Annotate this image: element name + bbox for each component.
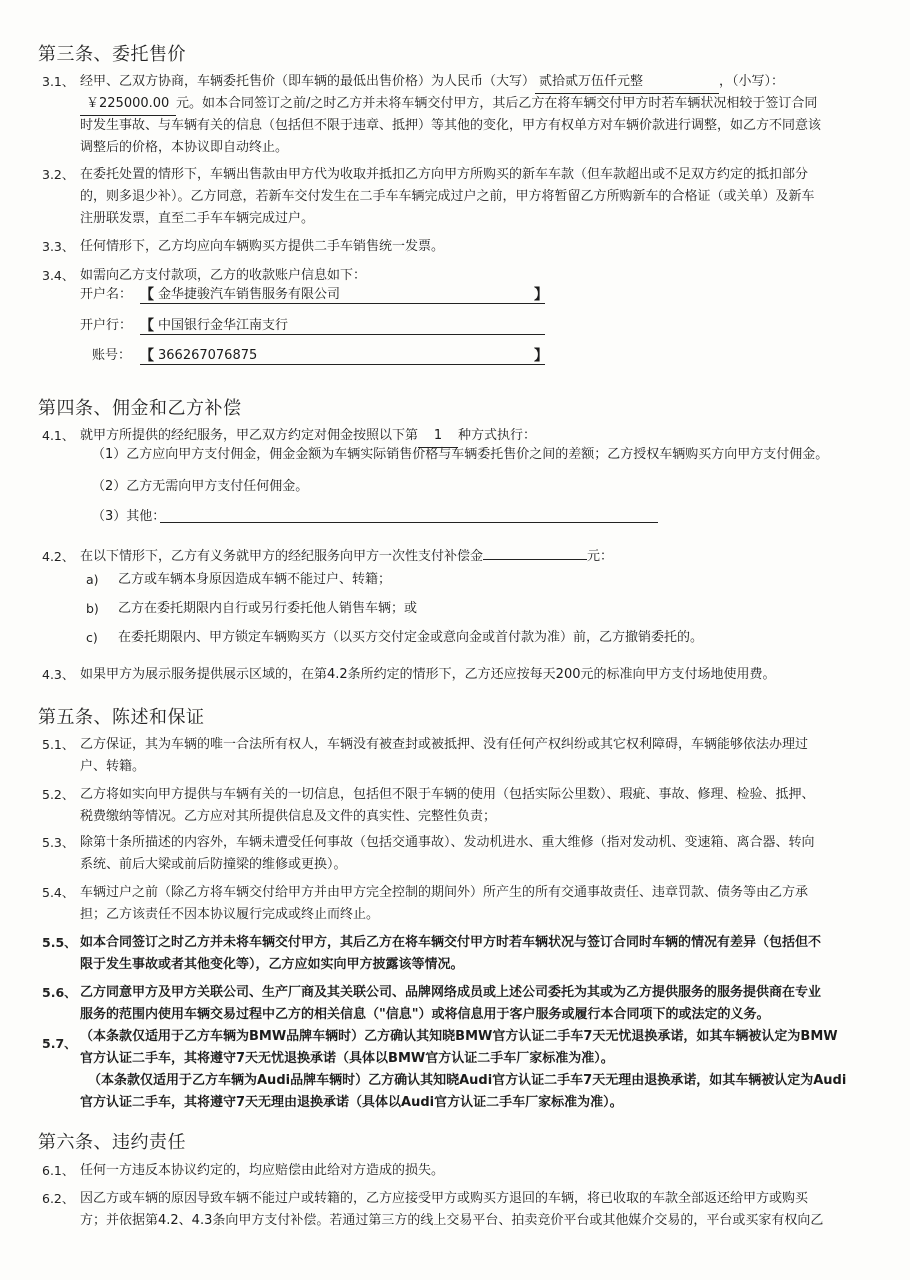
section-5-heading: 第五条、陈述和保证 <box>38 707 205 728</box>
clause-4-1-number: 4.1、 <box>42 428 75 443</box>
clause-5-3-number: 5.3、 <box>42 835 75 850</box>
clause-5-6-number: 5.6、 <box>42 985 77 1000</box>
clause-3-1-text-tail: ，（小写）： <box>719 74 785 89</box>
price-lowercase-field: ￥225000.00 <box>80 93 176 116</box>
account-number-left-bracket: 【 <box>140 348 154 364</box>
clause-3-4-line-1: 如需向乙方支付款项，乙方的收款账户信息如下： <box>80 268 367 283</box>
clause-3-1-text: 经甲、乙双方协商，车辆委托售价（即车辆的最低出售价格）为人民币（大写） <box>80 74 536 89</box>
item-b-text: 乙方在委托期限内自行或另行委托他人销售车辆；或 <box>118 601 418 616</box>
account-number-underline <box>140 364 545 365</box>
clause-5-3-line-1: 除第十条所描述的内容外，车辆未遭受任何事故（包括交通事故）、发动机进水、重大维修（指对发动机、变速箱、离合器、转向 <box>80 835 815 850</box>
option-1: （1）乙方应向甲方支付佣金，佣金金额为车辆实际销售价格与车辆委托售价之间的差额；乙方授权车辆购买方向甲方支付佣金。 <box>92 447 829 462</box>
account-bank-value: 中国银行金华江南支行 <box>158 318 289 333</box>
clause-5-4-number: 5.4、 <box>42 885 75 900</box>
account-number-label: 账号： <box>92 348 132 363</box>
item-a-label: a) <box>86 572 99 587</box>
clause-4-2-text: 在以下情形下，乙方有义务就甲方的经纪服务向甲方一次性支付补偿金 <box>80 549 484 564</box>
clause-5-6-line-1: 乙方同意甲方及甲方关联公司、生产厂商及其关联公司、品牌网络成员或上述公司委托为其或为乙方提供服务的服务提供商在专业 <box>80 985 822 1000</box>
clause-3-2-line-3: 注册联发票，直至二手车车辆完成过户。 <box>80 211 315 226</box>
clause-5-7-line-1: （本条款仅适用于乙方车辆为BMW品牌车辆时）乙方确认其知晓BMW官方认证二手车7天无忧退换承诺，如其车辆被认定为BMW <box>80 1029 838 1044</box>
clause-3-1-number: 3.1、 <box>42 74 75 89</box>
clause-6-2-line-1: 因乙方或车辆的原因导致车辆不能过户或转籍的，乙方应接受甲方或购买方退回的车辆，将已收取的车款全部返还给甲方或购买 <box>80 1191 809 1206</box>
clause-5-2-line-2: 税费缴纳等情况。乙方应对其所提供信息及文件的真实性、完整性负责； <box>80 809 497 824</box>
item-a-text: 乙方或车辆本身原因造成车辆不能过户、转籍； <box>118 572 392 587</box>
clause-5-7-line-3: （本条款仅适用于乙方车辆为Audi品牌车辆时）乙方确认其知晓Audi官方认证二手车7天无理由退换承诺，如其车辆被认定为Audi <box>88 1073 847 1088</box>
clause-4-2-line-1 <box>80 546 613 568</box>
clause-3-1-text-2: 元。如本合同签订之前/之时乙方并未将车辆交付甲方，其后乙方在将车辆交付甲方时若车辆状况相较于签订合同 <box>176 96 818 111</box>
account-name-right-bracket: 】 <box>534 287 548 303</box>
account-name-value: 金华捷骏汽车销售服务有限公司 <box>158 287 341 302</box>
price-uppercase-field: 贰拾贰万伍仟元整 <box>535 71 719 94</box>
compensation-amount-field <box>483 559 587 560</box>
clause-6-1-line-1: 任何一方违反本协议约定的，均应赔偿由此给对方造成的损失。 <box>80 1163 445 1178</box>
clause-3-2-line-2: 的，则多退少补）。乙方同意，若新车交付发生在二手车车辆完成过户之前，甲方将暂留乙方所购新车的合格证（或关单）及新车 <box>80 189 815 204</box>
clause-4-2-text-tail: 元： <box>587 549 614 564</box>
section-4-heading: 第四条、佣金和乙方补偿 <box>38 398 242 419</box>
clause-3-1-line-1 <box>80 71 784 94</box>
clause-5-1-number: 5.1、 <box>42 737 75 752</box>
clause-6-1-number: 6.1、 <box>42 1163 75 1178</box>
account-name-left-bracket: 【 <box>140 287 154 303</box>
commission-method-field: 1 <box>418 425 458 448</box>
clause-5-7-number: 5.7、 <box>42 1036 77 1051</box>
clause-6-2-number: 6.2、 <box>42 1191 75 1206</box>
account-name-label: 开户名： <box>80 287 133 302</box>
clause-4-2-number: 4.2、 <box>42 549 75 564</box>
account-bank-label: 开户行： <box>80 318 133 333</box>
clause-5-5-line-1: 如本合同签订之时乙方并未将车辆交付甲方，其后乙方在将车辆交付甲方时若车辆状况与签订合同时车辆的情况有差异（包括但不 <box>80 935 822 950</box>
clause-5-4-line-1: 车辆过户之前（除乙方将车辆交付给甲方并由甲方完全控制的期间外）所产生的所有交通事故责任、违章罚款、债务等由乙方承 <box>80 885 809 900</box>
clause-3-2-number: 3.2、 <box>42 167 75 182</box>
account-bank-underline <box>140 334 545 335</box>
clause-4-3-number: 4.3、 <box>42 667 75 682</box>
item-b-label: b) <box>86 601 99 616</box>
clause-3-3-line-1: 任何情形下，乙方均应向车辆购买方提供二手车销售统一发票。 <box>80 239 445 254</box>
clause-3-1-line-4: 调整后的价格，本协议即自动终止。 <box>80 140 289 155</box>
clause-5-2-number: 5.2、 <box>42 787 75 802</box>
clause-5-6-line-2: 服务的范围内使用车辆交易过程中乙方的相关信息（"信息"）或将信息用于客户服务或履行本合同项下的或法定的义务。 <box>80 1007 770 1022</box>
section-6-heading: 第六条、违约责任 <box>38 1132 186 1153</box>
clause-3-4-number: 3.4、 <box>42 268 75 283</box>
account-number-value: 366267076875 <box>158 348 258 363</box>
clause-5-1-line-2: 户、转籍。 <box>80 759 146 774</box>
clause-5-1-line-1: 乙方保证，其为车辆的唯一合法所有权人，车辆没有被查封或被抵押、没有任何产权纠纷或其它权利障碍，车辆能够依法办理过 <box>80 737 809 752</box>
clause-5-3-line-2: 系统、前后大梁或前后防撞梁的维修或更换）。 <box>80 857 347 872</box>
clause-4-1-text-tail: 种方式执行： <box>458 428 537 443</box>
item-c-label: c) <box>86 630 98 645</box>
section-3-heading: 第三条、委托售价 <box>38 44 186 65</box>
clause-6-2-line-2: 方；并依据第4.2、4.3条向甲方支付补偿。若通过第三方的线上交易平台、拍卖竞价平台或其他媒介交易的，平台或买家有权向乙 <box>80 1213 824 1228</box>
item-c-text: 在委托期限内、甲方锁定车辆购买方（以买方交付定金或意向金或首付款为准）前，乙方撤销委托的。 <box>118 630 704 645</box>
clause-5-2-line-1: 乙方将如实向甲方提供与车辆有关的一切信息，包括但不限于车辆的使用（包括实际公里数）、瑕疵、事故、修理、检验、抵押、 <box>80 787 815 802</box>
option-2: （2）乙方无需向甲方支付任何佣金。 <box>92 479 309 494</box>
option-3: （3）其他： <box>92 509 166 524</box>
clause-5-7-line-2: 官方认证二手车，其将遵守7天无忧退换承诺（具体以BMW官方认证二手车厂家标准为准）。 <box>80 1051 614 1066</box>
account-name-underline <box>140 303 545 304</box>
clause-4-1-text: 就甲方所提供的经纪服务，甲乙双方约定对佣金按照以下第 <box>80 428 419 443</box>
clause-3-1-line-3: 时发生事故、与车辆有关的信息（包括但不限于违章、抵押）等其他的变化，甲方有权单方对车辆价款进行调整，如乙方不同意该 <box>80 118 822 133</box>
clause-4-3-line-1: 如果甲方为展示服务提供展示区域的，在第4.2条所约定的情形下，乙方还应按每天200元的标准向甲方支付场地使用费。 <box>80 667 776 682</box>
clause-3-3-number: 3.3、 <box>42 239 75 254</box>
clause-5-4-line-2: 担；乙方该责任不因本协议履行完成或终止而终止。 <box>80 907 380 922</box>
clause-5-5-line-2: 限于发生事故或者其他变化等），乙方应如实向甲方披露该等情况。 <box>80 957 464 972</box>
account-bank-left-bracket: 【 <box>140 318 154 334</box>
clause-5-7-line-4: 官方认证二手车，其将遵守7天无理由退换承诺（具体以Audi官方认证二手车厂家标准为准）。 <box>80 1095 623 1110</box>
clause-3-2-line-1: 在委托处置的情形下，车辆出售款由甲方代为收取并抵扣乙方向甲方所购买的新车车款（但车款超出或不足双方约定的抵扣部分 <box>80 167 809 182</box>
option-3-underline <box>160 522 658 523</box>
account-number-right-bracket: 】 <box>534 348 548 364</box>
clause-3-1-line-2 <box>80 93 817 116</box>
clause-5-5-number: 5.5、 <box>42 935 77 950</box>
